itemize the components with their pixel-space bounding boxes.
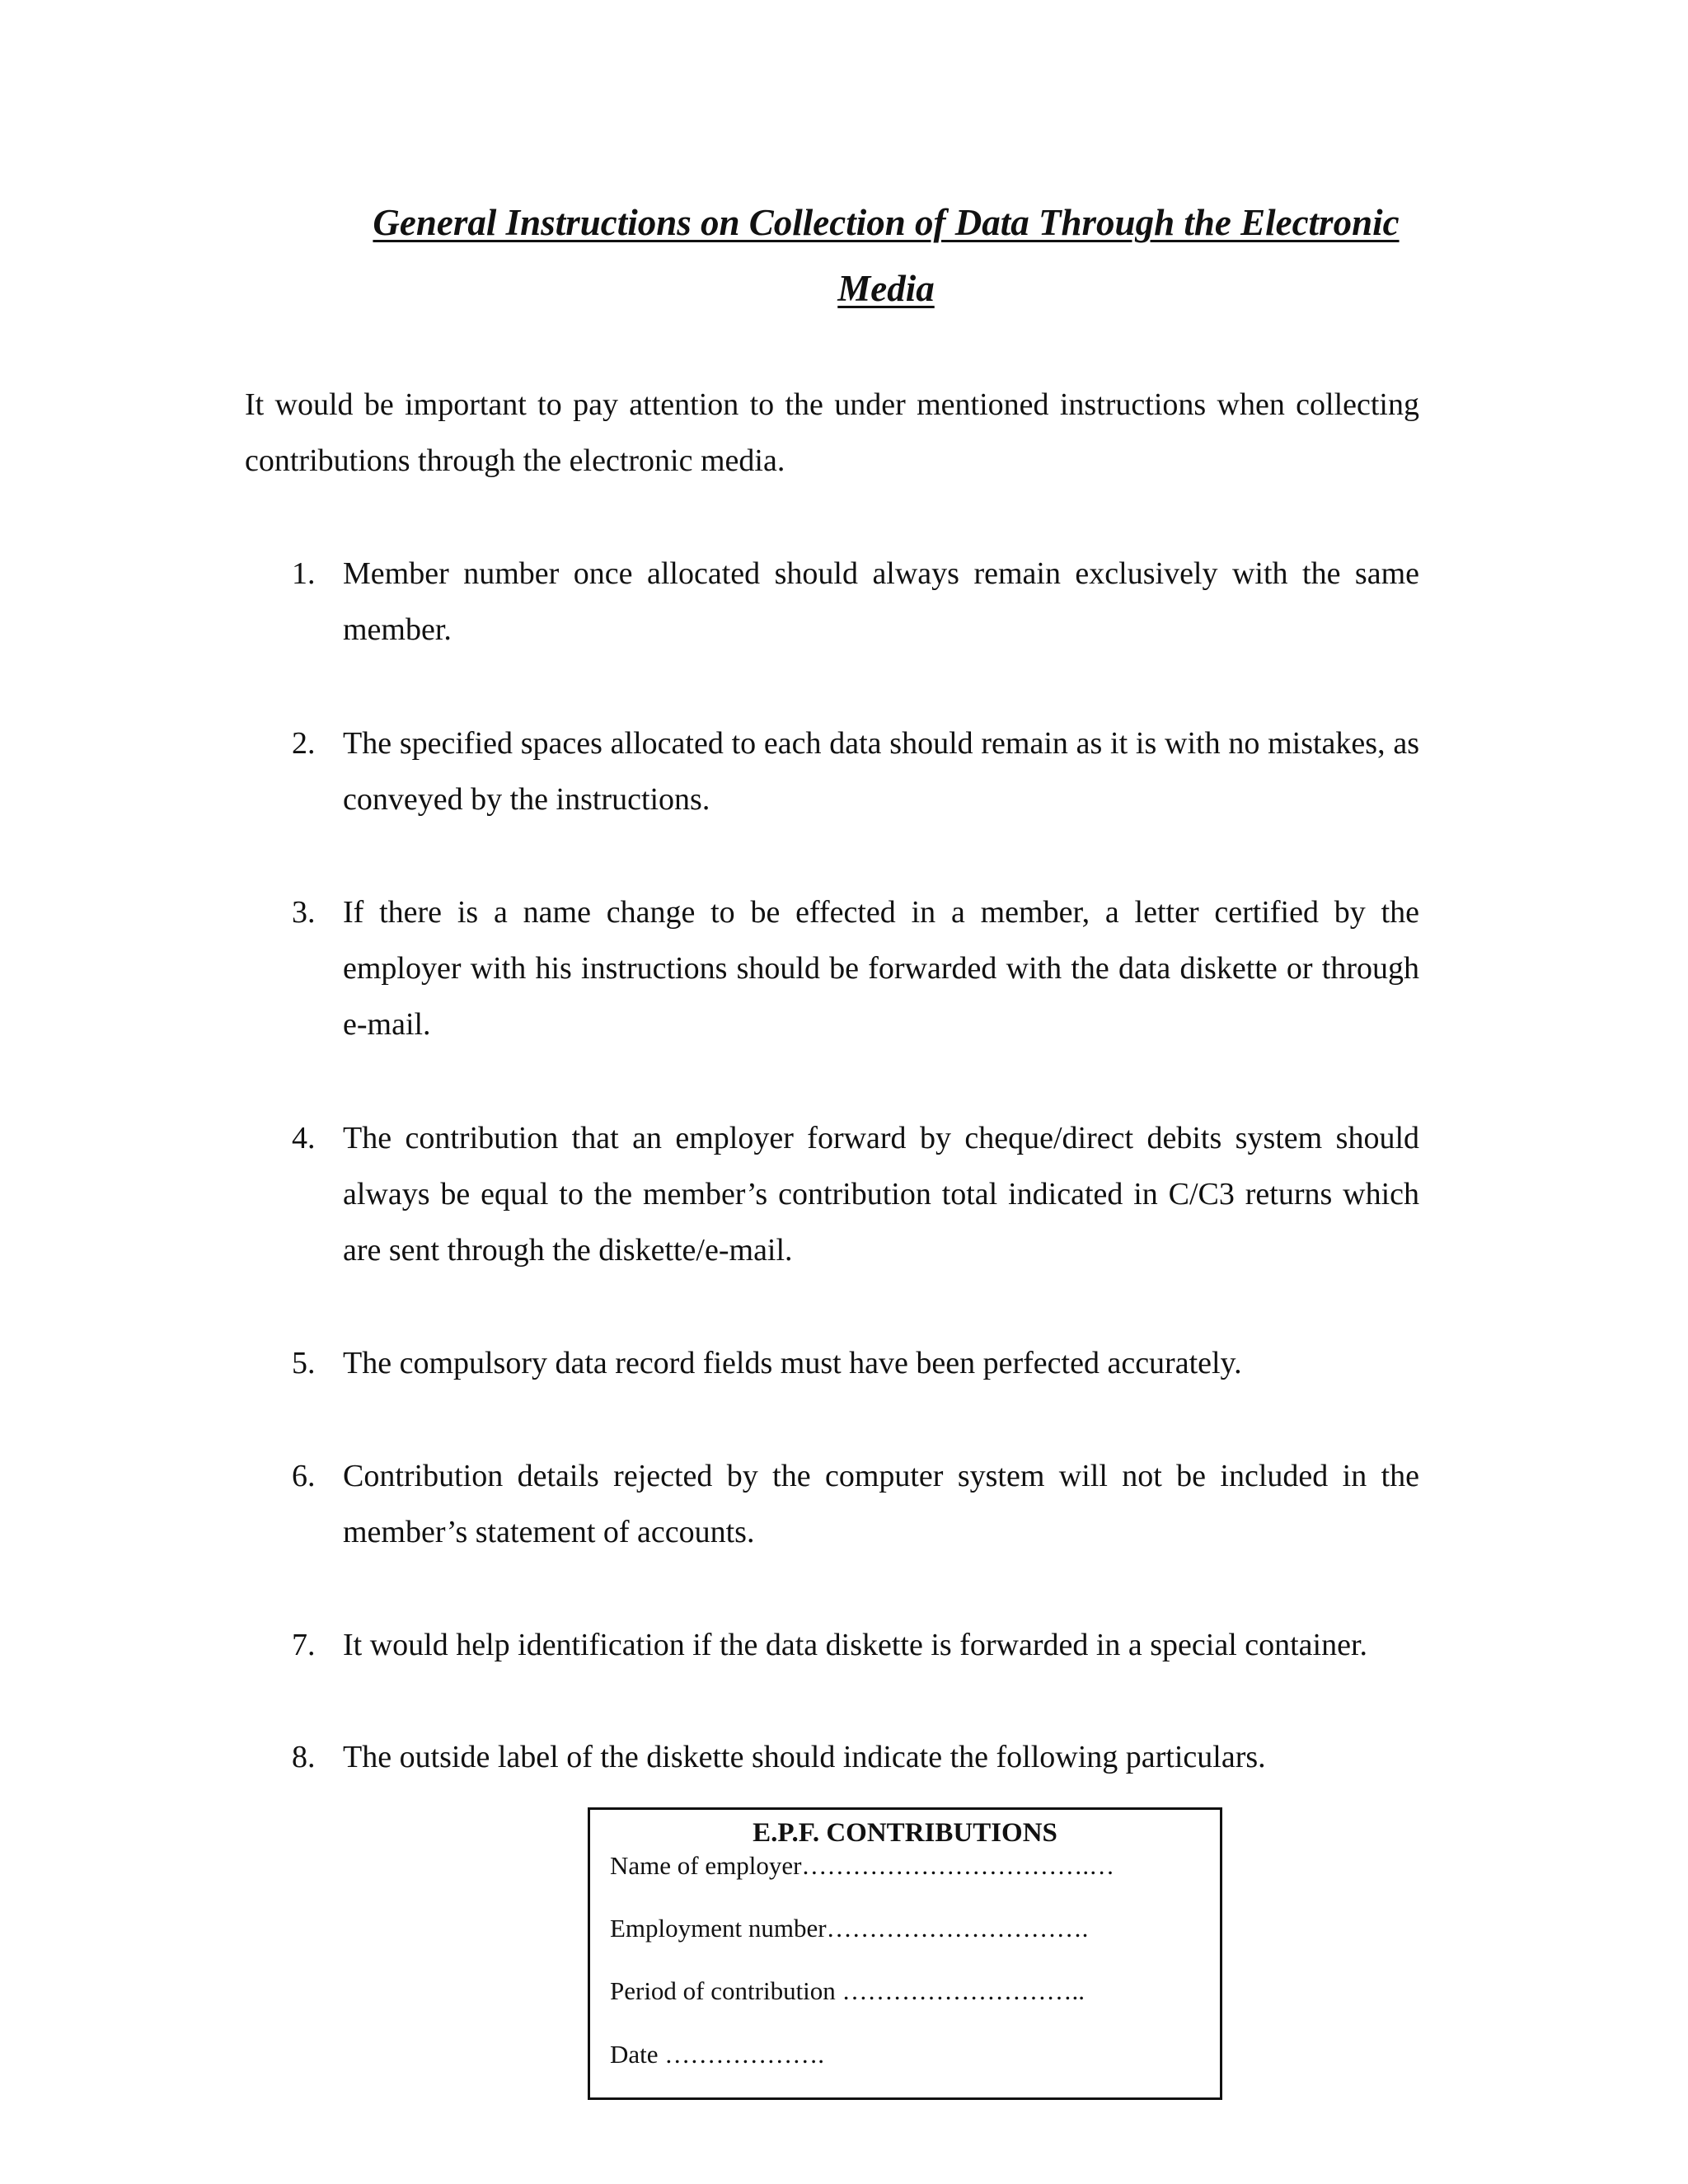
instruction-item-3 bbox=[245, 884, 1419, 1052]
label-name-of-employer: Name of employer…………………………….… bbox=[610, 1851, 1115, 1880]
instruction-number: 7. bbox=[292, 1628, 316, 1662]
page-title: General Instructions on Collection of Data Through the Electronic Media bbox=[373, 202, 1400, 309]
instruction-item-7 bbox=[245, 1617, 1419, 1673]
instruction-number: 2. bbox=[292, 726, 316, 761]
instruction-text: The compulsory data record fields must have been perfected accurately. bbox=[343, 1346, 1242, 1380]
instruction-text: The specified spaces allocated to each data should remain as it is with no mistakes, as conveyed by the instructions. bbox=[343, 726, 1419, 817]
instruction-number: 4. bbox=[292, 1121, 316, 1155]
label-period-of-contribution: Period of contribution ……………………….. bbox=[610, 1976, 1085, 2005]
intro-paragraph: It would be important to pay attention to the under mentioned instructions when collecting contributions through the electronic media. bbox=[245, 387, 1419, 478]
label-employment-number: Employment number…………………………. bbox=[610, 1914, 1089, 1943]
instruction-item-1 bbox=[245, 546, 1419, 658]
instruction-text: The contribution that an employer forward by cheque/direct debits system should always be equal to the member’s contribution total indicated in C/C3 returns which are sent through the diskette/e-mail. bbox=[343, 1121, 1419, 1268]
label-heading: E.P.F. CONTRIBUTIONS bbox=[753, 1818, 1057, 1848]
instruction-item-8 bbox=[245, 1729, 1419, 1785]
instruction-item-2 bbox=[245, 715, 1419, 827]
instruction-number: 1. bbox=[292, 556, 316, 591]
instruction-text: The outside label of the diskette should indicate the following particulars. bbox=[343, 1740, 1266, 1774]
instruction-number: 5. bbox=[292, 1346, 316, 1380]
instruction-text: Member number once allocated should always remain exclusively with the same member. bbox=[343, 556, 1419, 647]
instruction-item-6 bbox=[245, 1448, 1419, 1560]
instruction-text: If there is a name change to be effected in a member, a letter certified by the employer with his instructions should be forwarded with the data diskette or through e-mail. bbox=[343, 895, 1419, 1042]
instruction-item-5 bbox=[245, 1335, 1419, 1391]
instruction-item-4 bbox=[245, 1110, 1419, 1278]
instruction-text: It would help identification if the data diskette is forwarded in a special container. bbox=[343, 1628, 1368, 1662]
label-date: Date ………………. bbox=[610, 2040, 825, 2069]
instruction-number: 8. bbox=[292, 1740, 316, 1774]
instruction-number: 6. bbox=[292, 1459, 316, 1493]
diskette-label-box bbox=[588, 1807, 1222, 2100]
instruction-number: 3. bbox=[292, 895, 316, 930]
instruction-text: Contribution details rejected by the computer system will not be included in the member’s statement of accounts. bbox=[343, 1459, 1419, 1549]
